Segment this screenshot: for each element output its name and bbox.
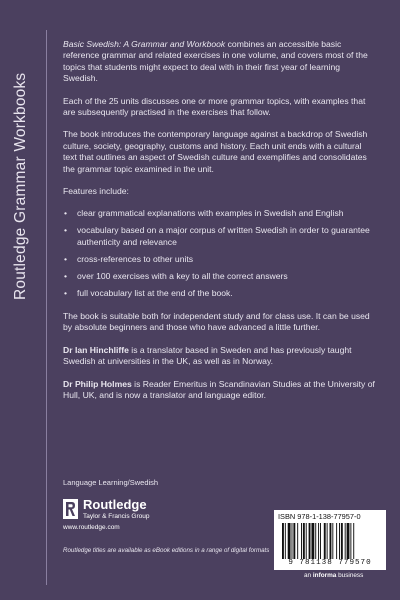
culture-paragraph: The book introduces the contemporary language against a backdrop of Swedish culture, society, geography, customs and history. Each unit ends with a cultural text that outlines an aspect of Swedish culture and exemplifies and consolidates the grammar topic examined in the unit. — [63, 129, 368, 174]
barcode — [274, 510, 386, 570]
informa-prefix: an — [304, 572, 313, 579]
informa-business — [304, 572, 363, 579]
barcode-digits: 9 781138 779570 — [288, 559, 372, 567]
ebook-note: Routledge titles are available as eBook editions in a range of digital formats — [63, 547, 270, 554]
subject-category: Language Learning/Swedish — [63, 478, 159, 487]
publisher-name: Routledge — [83, 497, 147, 512]
blurb — [63, 39, 375, 412]
features-list — [63, 208, 375, 298]
suitability-paragraph: The book is suitable both for independent study and for class use. It can be used by absolute beginners and those who have advanced a little further. — [63, 310, 370, 333]
author-bio-text: is a translator based in Sweden and has previously taught Swedish at universities in the UK, as well as in Norway. — [63, 344, 352, 367]
author-bio-text: is Reader Emeritus in Scandinavian Studies at the University of Hull, UK, and is now a translator and language editor. — [63, 378, 375, 400]
barcode-bars-icon — [282, 523, 380, 559]
intro-paragraph — [63, 39, 375, 85]
series-title: Routledge Grammar Workbooks — [12, 72, 29, 300]
author-bio — [63, 379, 375, 402]
author-name: Dr Ian Hinchliffe — [63, 344, 129, 355]
informa-suffix: business — [336, 572, 364, 579]
publisher-logo — [63, 497, 243, 537]
publisher-group: Taylor & Francis Group — [83, 513, 150, 520]
isbn-label: ISBN 978-1-138-77957-0 — [278, 512, 361, 521]
author-name: Dr Philip Holmes — [63, 378, 132, 389]
units-paragraph: Each of the 25 units discusses one or more grammar topics, with examples that are subsequently practised in the exercises that follow. — [63, 95, 366, 118]
author-bio — [63, 345, 375, 368]
feature-item: • cross-references to other units — [63, 254, 375, 265]
feature-item: • over 100 exercises with a key to all the correct answers — [63, 271, 375, 282]
features-heading: Features include: — [63, 186, 129, 197]
vertical-divider — [46, 30, 47, 585]
informa-brand: informa — [312, 572, 337, 579]
book-title: Basic Swedish: A Grammar and Workbook — [63, 39, 226, 49]
feature-item: • full vocabulary list at the end of the book. — [63, 288, 375, 299]
intro-text: combines an accessible basic reference grammar and related exercises in one volume, and covers most of the topics that students might expect to deal with in their first year of learning Swedish. — [63, 39, 368, 84]
feature-item: • clear grammatical explanations with examples in Swedish and English — [63, 208, 375, 219]
publisher-url: www.routledge.com — [63, 524, 120, 531]
routledge-mark-icon — [63, 499, 78, 519]
feature-item: • vocabulary based on a major corpus of written Swedish in order to guarantee authenticity and relevance — [63, 225, 375, 248]
